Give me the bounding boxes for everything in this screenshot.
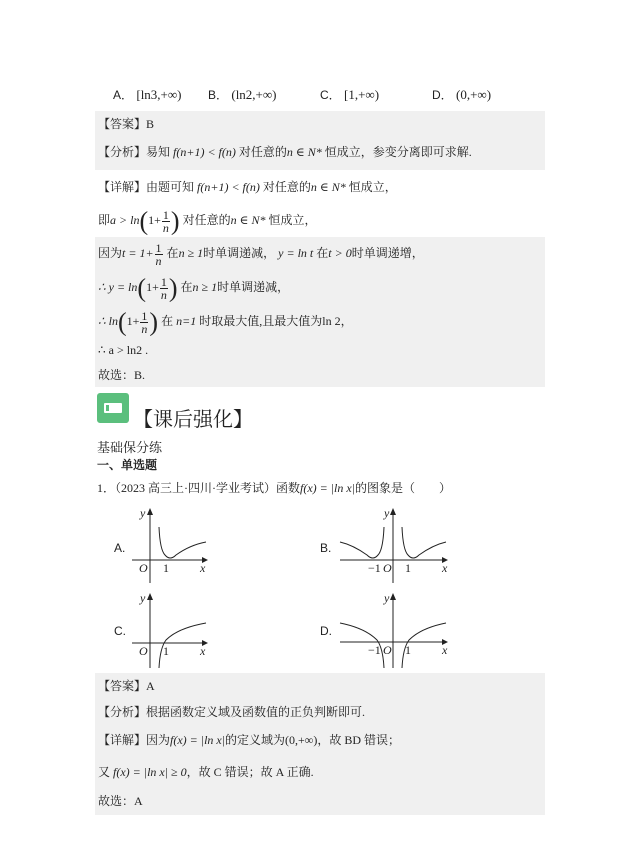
detail-line-2: 即a > ln(1+ $\frac{1}{n}$ ) 对任意的n ∈ N* 恒成立，: [98, 206, 317, 236]
option-value: (0,+∞): [456, 87, 492, 102]
x-axis-label: x: [200, 644, 206, 658]
tick-label: 1: [163, 644, 169, 658]
y-axis-label: y: [140, 506, 146, 520]
option-value: [ln3,+∞): [136, 87, 182, 102]
option-b: [208, 86, 276, 103]
x-axis-label: x: [442, 643, 448, 657]
detail-line-6: ∴ a > ln2 .: [98, 343, 149, 357]
y-axis-label: y: [140, 591, 146, 605]
option-value: (ln2,+∞): [231, 87, 277, 102]
tick-label: −1: [368, 561, 381, 575]
detail-line-3: 因为t = 1+ $\frac{1}{n}$ 在n ≥ 1时单调递减， y = ln t 在t > 0时单调递增，: [98, 240, 424, 268]
option-label: C．: [320, 88, 341, 102]
answer: 【答案】A: [98, 679, 155, 693]
analysis: 【分析】根据函数定义域及函数值的正负判断即可.: [98, 705, 366, 719]
question-stem: 1．（2023 高三上·四川·学业考试）函数f(x) = |ln x|的图象是（ ）: [97, 481, 452, 495]
tick-label: −1: [368, 643, 381, 657]
graph-c-label: C.: [114, 624, 126, 638]
option-label: A．: [113, 88, 134, 102]
section-heading: 一、单选题: [97, 458, 158, 472]
graph-d-label: D.: [320, 624, 332, 638]
tick-label: O: [139, 644, 148, 658]
detail-line-1: 【详解】因为f(x) = |ln x|的定义域为(0,+∞)，故 BD 错误；: [98, 733, 401, 747]
y-axis-label: y: [384, 591, 390, 605]
detail-line-2: 又 f(x) = |ln x| ≥ 0，故 C 错误；故 A 正确.: [98, 765, 314, 779]
detail-line-1: 【详解】由题可知 f(n+1) < f(n) 对任意的n ∈ N* 恒成立，: [98, 180, 397, 194]
choose: 故选：A: [98, 794, 143, 808]
graph-a-label: A.: [114, 541, 126, 555]
option-d: [432, 86, 491, 103]
tick-label: O: [383, 643, 392, 657]
graph-d: [338, 590, 450, 670]
tick-label: 1: [405, 561, 411, 575]
x-axis-label: x: [200, 561, 206, 575]
option-label: D．: [432, 88, 453, 102]
answer-box: [95, 111, 545, 170]
tick-label: 1: [163, 561, 169, 575]
tick-label: O: [139, 561, 148, 575]
answer: 【答案】B: [98, 117, 155, 131]
graph-b: [338, 505, 450, 585]
battery-icon: [97, 393, 129, 423]
tick-label: 1: [405, 643, 411, 657]
detail-line-4: ∴ y = ln(1+ $\frac{1}{n}$ ) 在n ≥ 1时单调递减，: [98, 273, 290, 303]
option-a: [113, 86, 181, 103]
choose: 故选：B.: [98, 368, 146, 382]
y-axis-label: y: [384, 506, 390, 520]
section-title: 【课后强化】: [133, 409, 253, 431]
analysis: 【分析】易知 f(n+1) < f(n) 对任意的n ∈ N* 恒成立，参变分离即可求解.: [98, 145, 472, 159]
x-axis-label: x: [442, 561, 448, 575]
graph-b-label: B.: [320, 541, 332, 555]
option-c: [320, 86, 379, 103]
detail-line-5: ∴ ln(1+ $\frac{1}{n}$ ) 在 n=1 时取最大值,且最大值为ln 2，: [98, 307, 353, 337]
section-subtitle: 基础保分练: [97, 440, 163, 455]
tick-label: O: [383, 561, 392, 575]
option-value: [1,+∞): [344, 87, 380, 102]
option-label: B．: [208, 88, 229, 102]
